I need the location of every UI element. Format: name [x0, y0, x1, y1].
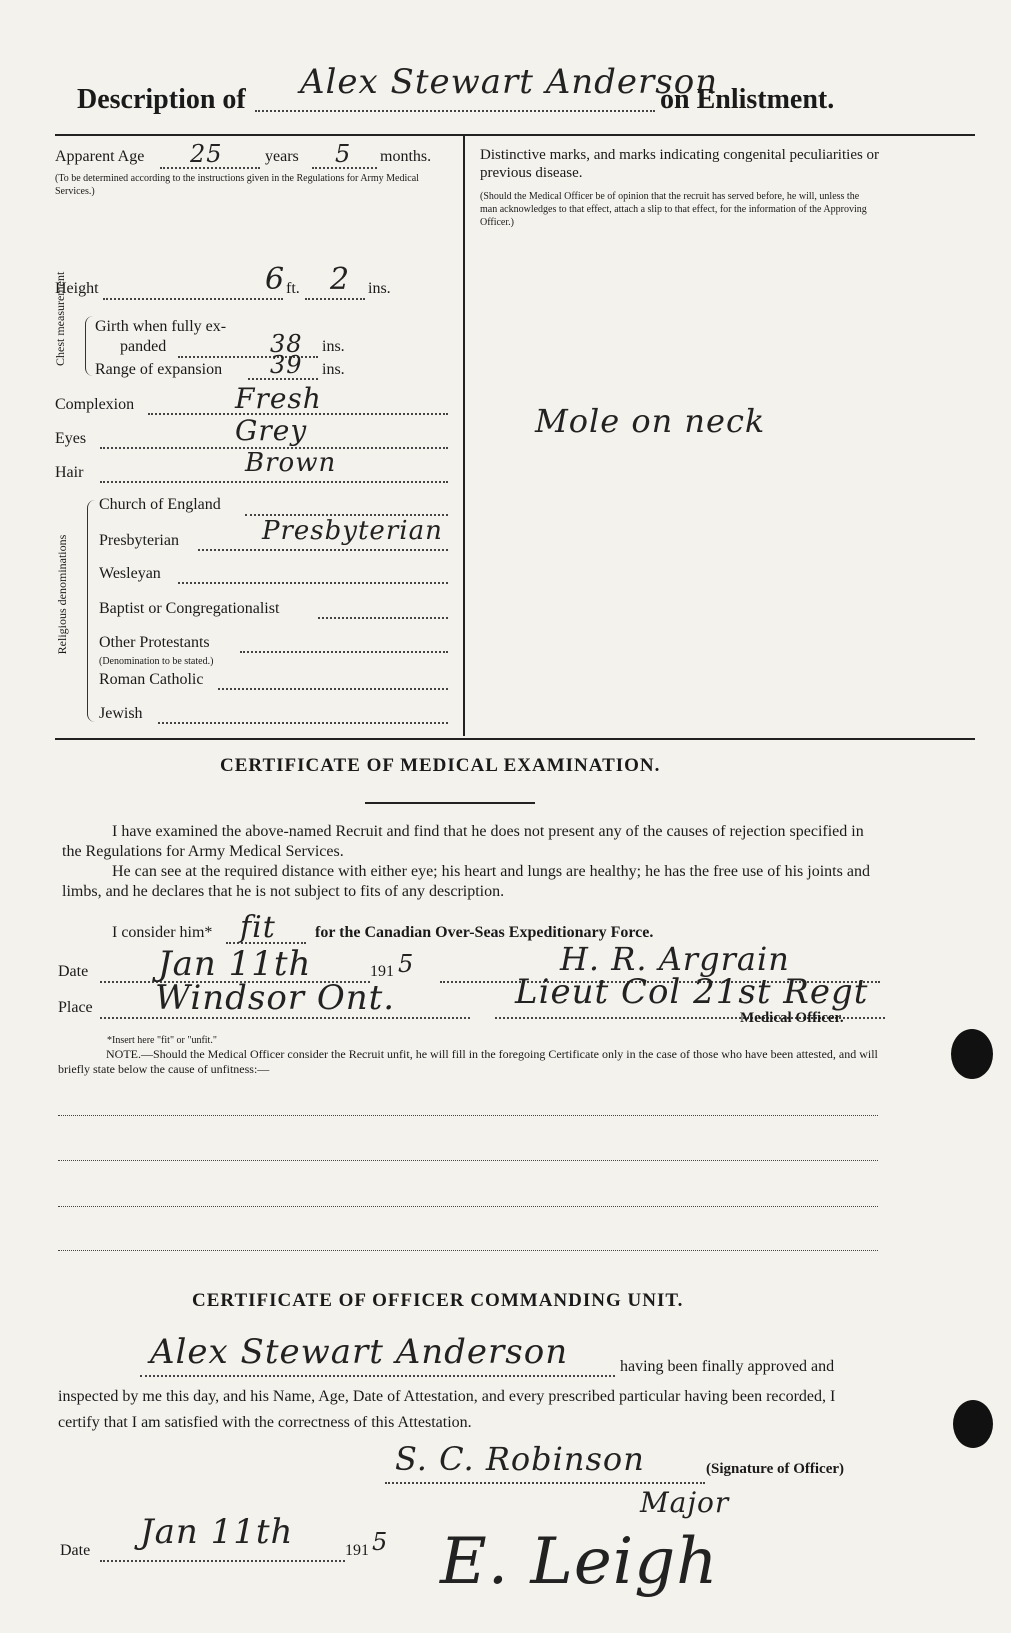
height-ins-value: 2: [330, 262, 351, 297]
religion-brace: [87, 500, 98, 722]
other-protestants-label: Other Protestants: [99, 634, 210, 651]
age-years-value: 25: [190, 140, 223, 168]
religious-denominations-label: Religious denominations: [55, 534, 69, 655]
signature-of-officer-label: (Signature of Officer): [706, 1461, 845, 1477]
medical-officer-rank: Lieut Col 21st Regt: [515, 972, 869, 1012]
medical-date-value: Jan 11th: [158, 944, 312, 984]
medical-paragraph-2: He can see at the required distance with either eye; his heart and lungs are healthy; he has the free use of his joints and limbs, and he declares that he is not subject to fits of any description.: [62, 863, 870, 900]
header-rule: [55, 134, 975, 136]
consider-him-label: I consider him*: [112, 924, 213, 941]
commanding-date-value: Jan 11th: [140, 1512, 294, 1552]
medical-officer-signature: H. R. Argrain: [560, 940, 790, 978]
medical-place-label: Place: [58, 999, 93, 1016]
commanding-recruit-name: Alex Stewart Anderson: [150, 1332, 569, 1372]
girth-value: 38: [270, 330, 303, 358]
other-protestants-line: [240, 651, 448, 653]
medical-paragraph-1: I have examined the above-named Recruit and find that he does not present any of the causes of rejection specified in the Regulations for Army Medical Services.: [62, 823, 864, 860]
presbyterian-line: [198, 549, 448, 551]
commanding-initials: E. Leigh: [440, 1525, 719, 1599]
title-prefix: Description of: [77, 84, 246, 115]
commanding-name-line: [140, 1375, 615, 1377]
medical-certificate-title: CERTIFICATE OF MEDICAL EXAMINATION.: [220, 755, 661, 776]
officer-signature-line-2: [385, 1482, 705, 1484]
baptist-line: [318, 617, 448, 619]
complexion-value: Fresh: [235, 382, 322, 415]
chest-brace: [85, 316, 94, 376]
commanding-date-label: Date: [60, 1542, 91, 1559]
roman-catholic-line: [218, 688, 448, 690]
distinctive-marks-heading: Distinctive marks, and marks indicating congenital peculiarities or previous disease.: [480, 147, 880, 181]
apparent-age-label: Apparent Age: [55, 148, 145, 165]
unfit-line-2: [58, 1160, 878, 1161]
girth-label-1: Girth when fully ex-: [95, 318, 227, 335]
chest-measurement-label: Chest measurement: [53, 271, 67, 366]
ins-label: ins.: [368, 280, 391, 297]
range-value: 39: [270, 351, 303, 379]
age-months-value: 5: [335, 140, 352, 168]
ft-label: ft.: [286, 280, 300, 297]
age-note: (To be determined according to the instructions given in the Regulations for Army Medical Services.): [55, 173, 419, 197]
unfit-line-1: [58, 1115, 878, 1116]
medical-title-underline: [365, 802, 535, 804]
commanding-year-prefix: 191: [345, 1542, 369, 1559]
baptist-label: Baptist or Congregationalist: [99, 600, 280, 617]
wesleyan-label: Wesleyan: [99, 565, 161, 582]
commanding-certificate-title: CERTIFICATE OF OFFICER COMMANDING UNIT.: [192, 1290, 684, 1311]
unfit-note: NOTE.—Should the Medical Officer consider the Recruit unfit, he will fill in the foregoing Certificate only in the case of those who have been attested, and will briefly state below the cause of unfitness:—: [58, 1047, 878, 1076]
presbyterian-label: Presbyterian: [99, 532, 179, 549]
medical-date-label: Date: [58, 963, 89, 980]
name-line: [255, 110, 655, 112]
hair-line: [100, 481, 448, 483]
hair-label: Hair: [55, 464, 84, 481]
range-label: Range of expansion: [95, 361, 223, 378]
years-label: years: [265, 148, 299, 165]
hair-value: Brown: [245, 448, 337, 478]
insert-fit-note: *Insert here "fit" or "unfit.": [107, 1035, 217, 1046]
range-ins-label: ins.: [322, 361, 345, 378]
presbyterian-value: Presbyterian: [262, 516, 443, 546]
unfit-line-3: [58, 1206, 878, 1207]
unfit-line-4: [58, 1250, 878, 1251]
fitness-value: fit: [240, 910, 276, 945]
commanding-paragraph: inspected by me this day, and his Name, Age, Date of Attestation, and every prescribed particular having been recorded, I certify that I am satisfied with the correctness of this Attestation.: [58, 1388, 836, 1431]
medical-officer-label: Medical Officer.: [740, 1010, 844, 1026]
approved-text: having been finally approved and: [620, 1358, 835, 1375]
punch-hole-bottom: [953, 1400, 993, 1448]
jewish-line: [158, 722, 448, 724]
eyes-value: Grey: [235, 414, 308, 447]
commanding-date-line: [100, 1560, 345, 1562]
column-divider: [463, 134, 465, 736]
medical-year-digit: 5: [398, 950, 415, 978]
commanding-officer-rank: Major: [640, 1486, 730, 1519]
months-label: months.: [380, 148, 432, 165]
girth-label-2: panded: [120, 338, 167, 355]
section-rule: [55, 738, 975, 740]
girth-ins-label: ins.: [322, 338, 345, 355]
other-protestants-note: (Denomination to be stated.): [99, 656, 214, 667]
canadian-force-label: for the Canadian Over-Seas Expeditionary Force.: [315, 924, 654, 941]
eyes-label: Eyes: [55, 430, 87, 447]
commanding-year-digit: 5: [372, 1528, 389, 1556]
wesleyan-line: [178, 582, 448, 584]
jewish-label: Jewish: [99, 705, 143, 722]
commanding-officer-signature: S. C. Robinson: [395, 1440, 645, 1478]
height-ft-value: 6: [265, 262, 286, 297]
height-ins-line: [305, 298, 365, 300]
title-suffix: on Enlistment.: [660, 84, 835, 115]
medical-year-prefix: 191: [370, 963, 394, 980]
roman-catholic-label: Roman Catholic: [99, 671, 204, 688]
height-ft-line: [103, 298, 283, 300]
complexion-label: Complexion: [55, 396, 135, 413]
distinctive-marks-note: (Should the Medical Officer be of opinion that the recruit has served before, he will, unless the man acknowledges to that effect, attach a slip to that effect, for the information of the Approving Officer.): [480, 191, 867, 228]
church-of-england-label: Church of England: [99, 496, 221, 513]
medical-place-value: Windsor Ont.: [155, 978, 396, 1018]
punch-hole-top: [951, 1029, 993, 1079]
height-label: Height: [55, 280, 99, 297]
recruit-name-handwritten: Alex Stewart Anderson: [300, 62, 719, 102]
distinctive-marks-value: Mole on neck: [535, 402, 766, 440]
